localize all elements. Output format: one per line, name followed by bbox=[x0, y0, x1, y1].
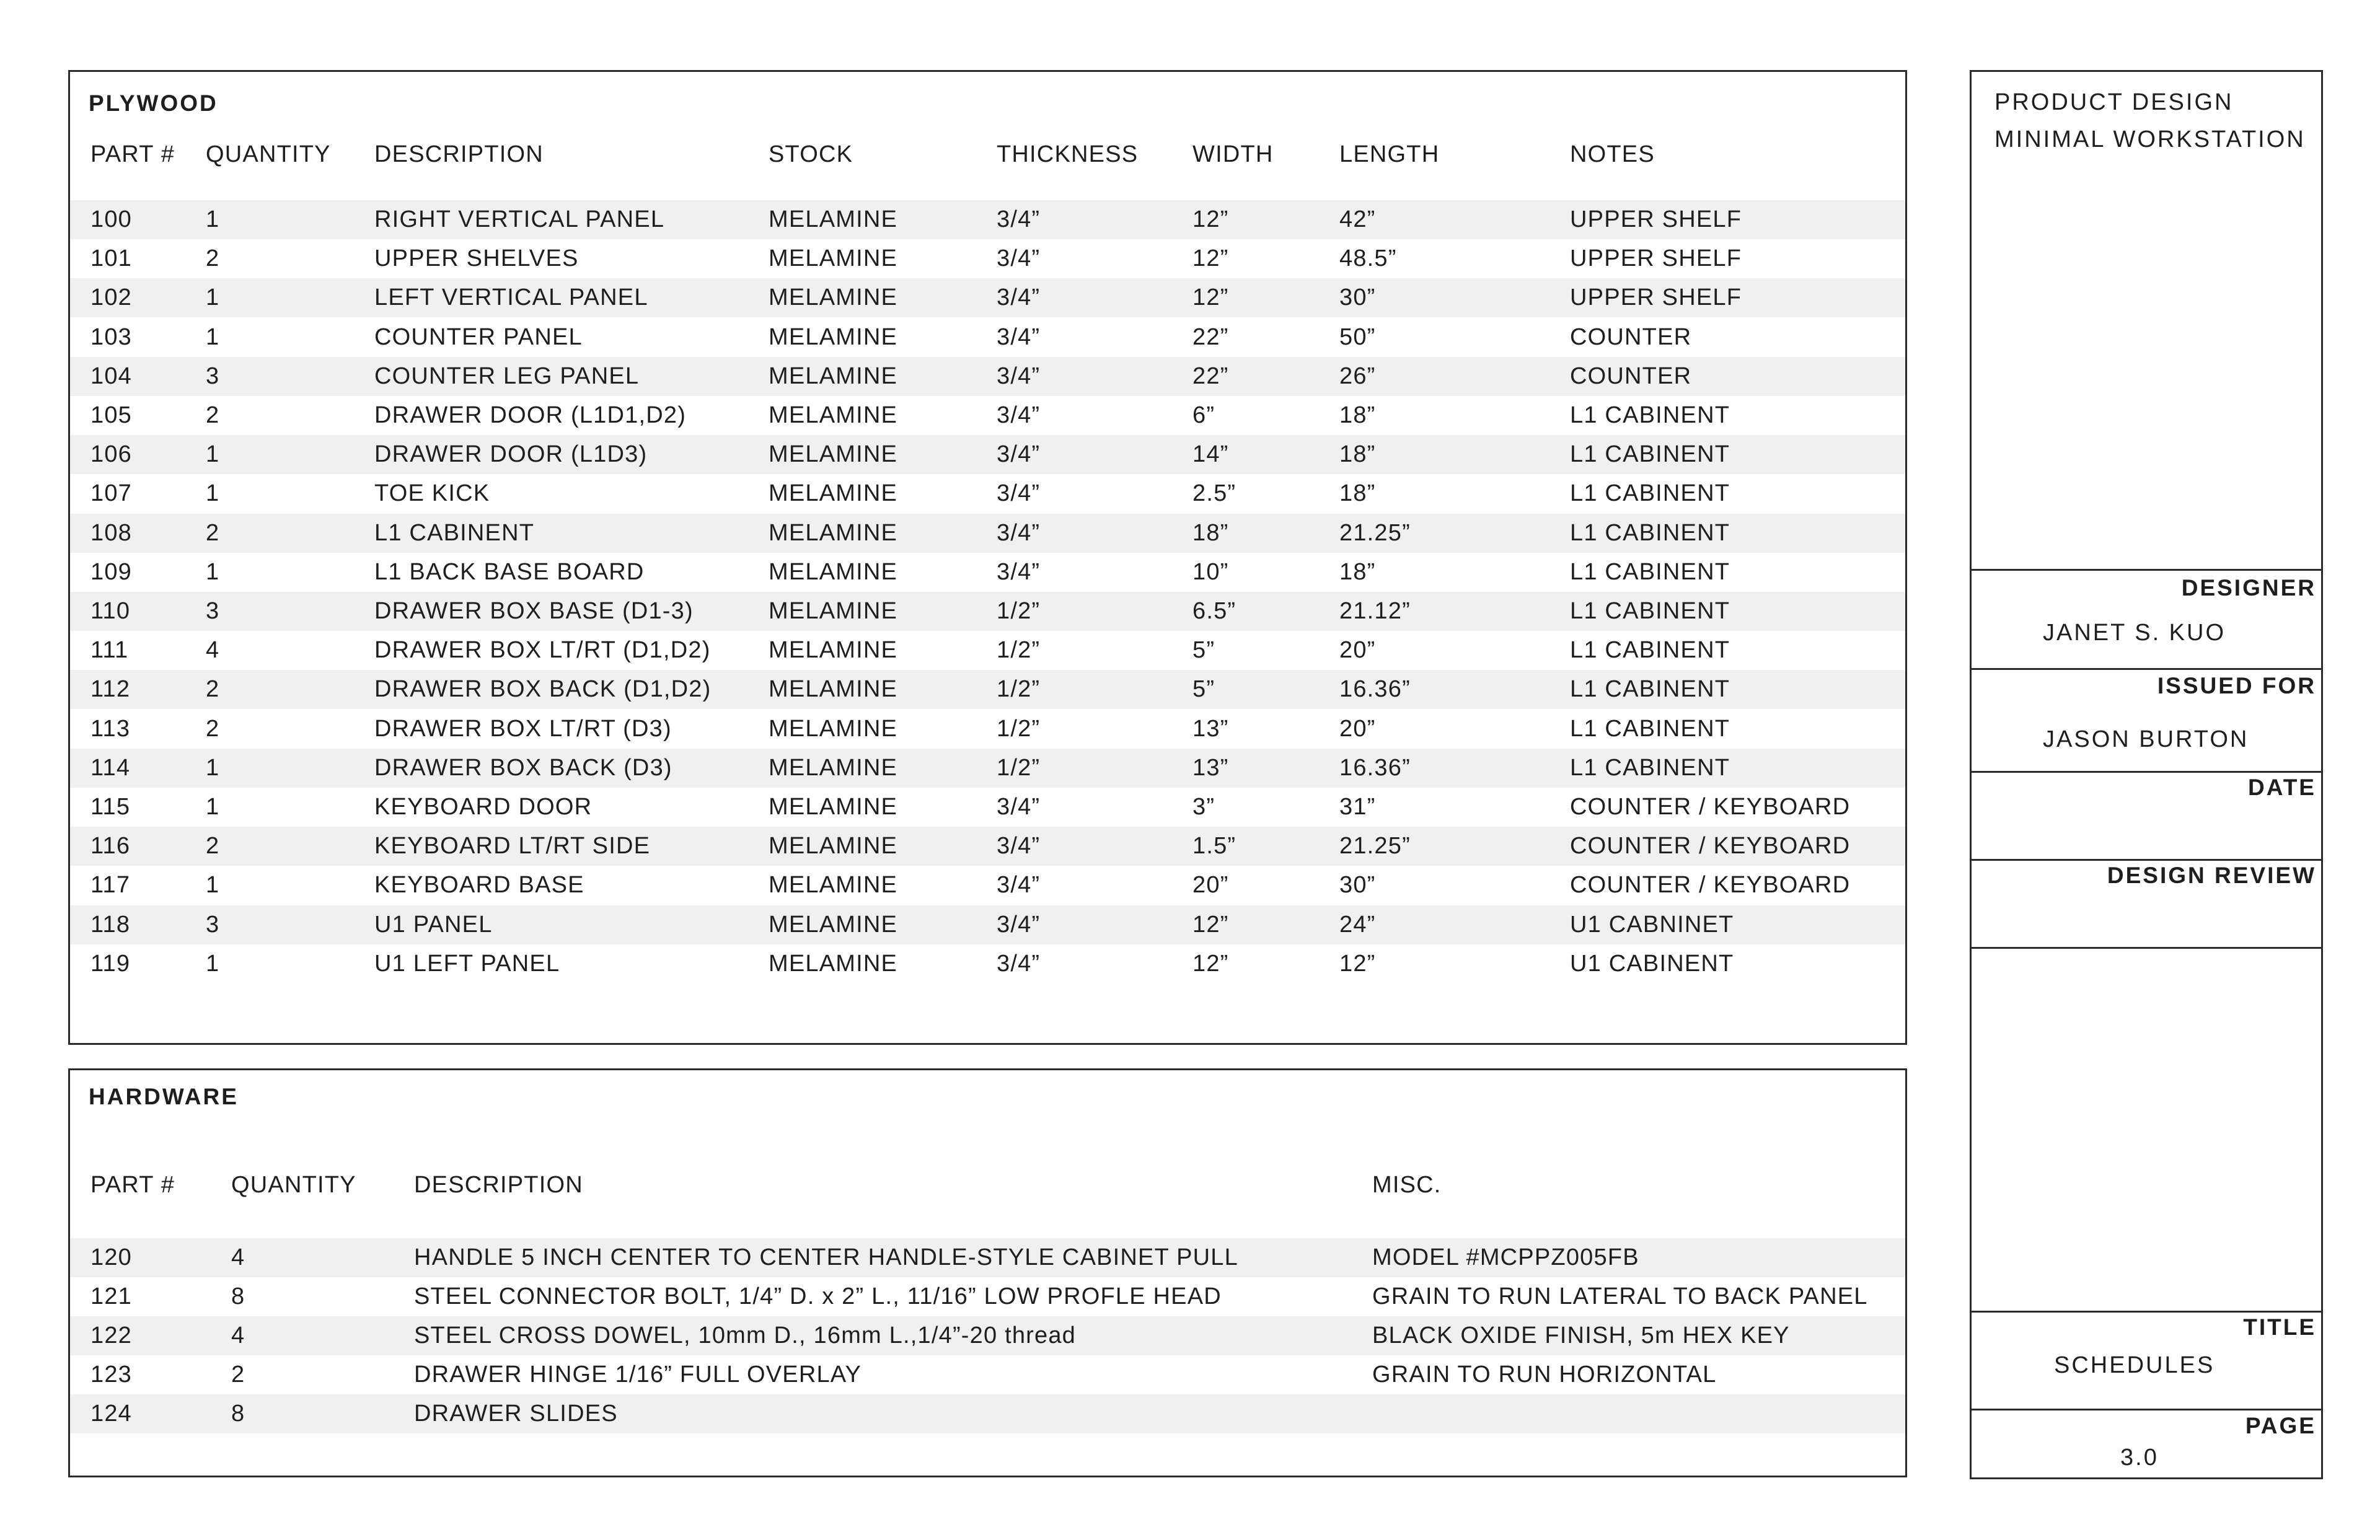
length-cell: 16.36” bbox=[1339, 676, 1411, 703]
plywood-title: PLYWOOD bbox=[89, 90, 218, 116]
col-header-notes: NOTES bbox=[1570, 141, 1655, 167]
stock-cell: MELAMINE bbox=[769, 206, 898, 232]
stock-cell: MELAMINE bbox=[769, 598, 898, 624]
thickness-cell: 1/2” bbox=[997, 637, 1041, 664]
length-cell: 18” bbox=[1339, 402, 1376, 428]
quantity-cell: 1 bbox=[206, 794, 220, 820]
part-number-cell: 107 bbox=[90, 480, 133, 507]
plywood-table-row bbox=[70, 553, 1905, 592]
width-cell: 13” bbox=[1192, 754, 1229, 781]
quantity-cell: 1 bbox=[206, 754, 220, 781]
thickness-cell: 3/4” bbox=[997, 558, 1041, 585]
part-number-cell: 118 bbox=[90, 911, 131, 938]
part-number-cell: 104 bbox=[90, 363, 133, 389]
description-cell: HANDLE 5 INCH CENTER TO CENTER HANDLE-STYLE CABINET PULL bbox=[414, 1244, 1238, 1270]
thickness-cell: 3/4” bbox=[997, 402, 1041, 428]
plywood-table-row bbox=[70, 592, 1905, 631]
notes-cell: U1 CABINENT bbox=[1570, 950, 1734, 977]
width-cell: 12” bbox=[1192, 284, 1229, 311]
length-cell: 20” bbox=[1339, 715, 1376, 742]
width-cell: 3” bbox=[1192, 794, 1215, 820]
notes-cell: COUNTER / KEYBOARD bbox=[1570, 833, 1851, 860]
stock-cell: MELAMINE bbox=[769, 911, 898, 938]
quantity-cell: 4 bbox=[231, 1244, 245, 1270]
part-number-cell: 100 bbox=[90, 206, 133, 232]
col-header-length: LENGTH bbox=[1339, 141, 1440, 167]
stock-cell: MELAMINE bbox=[769, 794, 898, 820]
notes-cell: COUNTER bbox=[1570, 323, 1692, 350]
part-number-cell: 102 bbox=[90, 284, 133, 311]
quantity-cell: 2 bbox=[206, 676, 220, 703]
notes-cell: COUNTER bbox=[1570, 363, 1692, 389]
project-name: MINIMAL WORKSTATION bbox=[1994, 126, 2306, 152]
thickness-cell: 1/2” bbox=[997, 598, 1041, 624]
description-cell: KEYBOARD DOOR bbox=[374, 794, 593, 820]
notes-cell: L1 CABINENT bbox=[1570, 598, 1730, 624]
description-cell: RIGHT VERTICAL PANEL bbox=[374, 206, 665, 232]
length-cell: 30” bbox=[1339, 872, 1376, 899]
misc-cell: GRAIN TO RUN LATERAL TO BACK PANEL bbox=[1372, 1283, 1868, 1309]
col-header-quantity: QUANTITY bbox=[206, 141, 331, 167]
title-label: TITLE bbox=[2243, 1314, 2316, 1340]
notes-cell: L1 CABINENT bbox=[1570, 754, 1730, 781]
description-cell: DRAWER DOOR (L1D1,D2) bbox=[374, 402, 687, 428]
description-cell: LEFT VERTICAL PANEL bbox=[374, 284, 648, 311]
length-cell: 21.12” bbox=[1339, 598, 1411, 624]
divider bbox=[1972, 1409, 2321, 1410]
thickness-cell: 1/2” bbox=[997, 676, 1041, 703]
notes-cell: UPPER SHELF bbox=[1570, 245, 1742, 272]
plywood-table-row bbox=[70, 827, 1905, 866]
stock-cell: MELAMINE bbox=[769, 676, 898, 703]
divider bbox=[1972, 1311, 2321, 1313]
description-cell: UPPER SHELVES bbox=[374, 245, 579, 272]
width-cell: 13” bbox=[1192, 715, 1229, 742]
part-number-cell: 108 bbox=[90, 519, 133, 546]
part-number-cell: 120 bbox=[90, 1244, 133, 1270]
quantity-cell: 4 bbox=[206, 637, 220, 664]
quantity-cell: 1 bbox=[206, 480, 220, 507]
quantity-cell: 2 bbox=[206, 715, 220, 742]
notes-cell: UPPER SHELF bbox=[1570, 206, 1742, 232]
part-number-cell: 112 bbox=[90, 676, 131, 703]
plywood-table-row bbox=[70, 435, 1905, 474]
quantity-cell: 1 bbox=[206, 323, 220, 350]
hardware-table-row bbox=[70, 1355, 1905, 1394]
part-number-cell: 115 bbox=[90, 794, 131, 820]
description-cell: L1 BACK BASE BOARD bbox=[374, 558, 645, 585]
stock-cell: MELAMINE bbox=[769, 637, 898, 664]
quantity-cell: 1 bbox=[206, 284, 220, 311]
notes-cell: L1 CABINENT bbox=[1570, 676, 1730, 703]
col-header-description: DESCRIPTION bbox=[414, 1172, 583, 1198]
misc-cell: GRAIN TO RUN HORIZONTAL bbox=[1372, 1362, 1717, 1388]
width-cell: 12” bbox=[1192, 206, 1229, 232]
width-cell: 1.5” bbox=[1192, 833, 1236, 860]
page-value: 3.0 bbox=[2120, 1445, 2159, 1471]
part-number-cell: 123 bbox=[90, 1362, 133, 1388]
part-number-cell: 119 bbox=[90, 950, 131, 977]
notes-cell: L1 CABINENT bbox=[1570, 441, 1730, 468]
part-number-cell: 109 bbox=[90, 558, 133, 585]
width-cell: 2.5” bbox=[1192, 480, 1236, 507]
quantity-cell: 2 bbox=[206, 245, 220, 272]
length-cell: 21.25” bbox=[1339, 519, 1411, 546]
width-cell: 22” bbox=[1192, 323, 1229, 350]
plywood-table-row bbox=[70, 749, 1905, 788]
quantity-cell: 1 bbox=[206, 206, 220, 232]
length-cell: 20” bbox=[1339, 637, 1376, 664]
description-cell: DRAWER DOOR (L1D3) bbox=[374, 441, 648, 468]
thickness-cell: 3/4” bbox=[997, 363, 1041, 389]
length-cell: 18” bbox=[1339, 558, 1376, 585]
plywood-table-row bbox=[70, 278, 1905, 317]
quantity-cell: 8 bbox=[231, 1283, 245, 1309]
length-cell: 18” bbox=[1339, 441, 1376, 468]
width-cell: 5” bbox=[1192, 637, 1215, 664]
notes-cell: L1 CABINENT bbox=[1570, 402, 1730, 428]
notes-cell: L1 CABINENT bbox=[1570, 480, 1730, 507]
length-cell: 42” bbox=[1339, 206, 1376, 232]
hardware-title: HARDWARE bbox=[89, 1084, 239, 1109]
plywood-schedule bbox=[68, 70, 1907, 1045]
hardware-header-row bbox=[70, 1172, 1905, 1209]
width-cell: 18” bbox=[1192, 519, 1229, 546]
thickness-cell: 3/4” bbox=[997, 950, 1041, 977]
title-value: SCHEDULES bbox=[2054, 1352, 2215, 1378]
thickness-cell: 3/4” bbox=[997, 794, 1041, 820]
stock-cell: MELAMINE bbox=[769, 441, 898, 468]
thickness-cell: 3/4” bbox=[997, 323, 1041, 350]
stock-cell: MELAMINE bbox=[769, 715, 898, 742]
length-cell: 18” bbox=[1339, 480, 1376, 507]
part-number-cell: 101 bbox=[90, 245, 133, 272]
description-cell: COUNTER LEG PANEL bbox=[374, 363, 640, 389]
length-cell: 31” bbox=[1339, 794, 1376, 820]
part-number-cell: 124 bbox=[90, 1401, 133, 1427]
divider bbox=[1972, 569, 2321, 571]
width-cell: 10” bbox=[1192, 558, 1229, 585]
width-cell: 12” bbox=[1192, 950, 1229, 977]
quantity-cell: 2 bbox=[206, 519, 220, 546]
thickness-cell: 3/4” bbox=[997, 872, 1041, 899]
col-header-width: WIDTH bbox=[1192, 141, 1274, 167]
hardware-schedule bbox=[68, 1068, 1907, 1477]
thickness-cell: 3/4” bbox=[997, 833, 1041, 860]
quantity-cell: 3 bbox=[206, 911, 220, 938]
designer-label: DESIGNER bbox=[2181, 575, 2316, 601]
quantity-cell: 8 bbox=[231, 1401, 245, 1427]
stock-cell: MELAMINE bbox=[769, 363, 898, 389]
divider bbox=[1972, 859, 2321, 861]
stock-cell: MELAMINE bbox=[769, 754, 898, 781]
thickness-cell: 3/4” bbox=[997, 911, 1041, 938]
col-header-description: DESCRIPTION bbox=[374, 141, 544, 167]
part-number-cell: 103 bbox=[90, 323, 133, 350]
notes-cell: COUNTER / KEYBOARD bbox=[1570, 794, 1851, 820]
col-header-part: PART # bbox=[90, 141, 175, 167]
length-cell: 21.25” bbox=[1339, 833, 1411, 860]
title-block bbox=[1970, 70, 2323, 1479]
plywood-table-row bbox=[70, 396, 1905, 435]
plywood-table-row bbox=[70, 866, 1905, 905]
thickness-cell: 3/4” bbox=[997, 519, 1041, 546]
stock-cell: MELAMINE bbox=[769, 245, 898, 272]
length-cell: 12” bbox=[1339, 950, 1376, 977]
stock-cell: MELAMINE bbox=[769, 402, 898, 428]
plywood-table-row bbox=[70, 239, 1905, 278]
thickness-cell: 3/4” bbox=[997, 245, 1041, 272]
description-cell: KEYBOARD LT/RT SIDE bbox=[374, 833, 651, 860]
col-header-stock: STOCK bbox=[769, 141, 853, 167]
plywood-table-row bbox=[70, 905, 1905, 944]
description-cell: STEEL CONNECTOR BOLT, 1/4” D. x 2” L., 11/16” LOW PROFLE HEAD bbox=[414, 1283, 1222, 1309]
part-number-cell: 117 bbox=[90, 872, 131, 899]
part-number-cell: 122 bbox=[90, 1322, 133, 1349]
quantity-cell: 4 bbox=[231, 1322, 245, 1349]
width-cell: 14” bbox=[1192, 441, 1229, 468]
notes-cell: COUNTER / KEYBOARD bbox=[1570, 872, 1851, 899]
length-cell: 16.36” bbox=[1339, 754, 1411, 781]
description-cell: U1 LEFT PANEL bbox=[374, 950, 560, 977]
plywood-table-row bbox=[70, 710, 1905, 749]
notes-cell: L1 CABINENT bbox=[1570, 715, 1730, 742]
width-cell: 22” bbox=[1192, 363, 1229, 389]
hardware-table-row bbox=[70, 1277, 1905, 1316]
quantity-cell: 3 bbox=[206, 363, 220, 389]
issued-for-label: ISSUED FOR bbox=[2157, 673, 2316, 698]
notes-cell: L1 CABINENT bbox=[1570, 519, 1730, 546]
description-cell: U1 PANEL bbox=[374, 911, 493, 938]
width-cell: 6” bbox=[1192, 402, 1215, 428]
hardware-table-row bbox=[70, 1238, 1905, 1277]
misc-cell: BLACK OXIDE FINISH, 5m HEX KEY bbox=[1372, 1322, 1790, 1349]
hardware-table-row bbox=[70, 1316, 1905, 1355]
description-cell: DRAWER BOX LT/RT (D3) bbox=[374, 715, 672, 742]
plywood-table-row bbox=[70, 670, 1905, 709]
quantity-cell: 1 bbox=[206, 558, 220, 585]
quantity-cell: 3 bbox=[206, 598, 220, 624]
issued-for-value: JASON BURTON bbox=[2043, 726, 2249, 752]
quantity-cell: 1 bbox=[206, 872, 220, 899]
length-cell: 24” bbox=[1339, 911, 1376, 938]
plywood-table-row bbox=[70, 631, 1905, 670]
quantity-cell: 2 bbox=[206, 833, 220, 860]
plywood-table-row bbox=[70, 357, 1905, 396]
stock-cell: MELAMINE bbox=[769, 950, 898, 977]
plywood-table-row bbox=[70, 514, 1905, 553]
description-cell: L1 CABINENT bbox=[374, 519, 535, 546]
col-header-quantity: QUANTITY bbox=[231, 1172, 356, 1198]
length-cell: 26” bbox=[1339, 363, 1376, 389]
divider bbox=[1972, 947, 2321, 949]
stock-cell: MELAMINE bbox=[769, 558, 898, 585]
part-number-cell: 113 bbox=[90, 715, 131, 742]
stock-cell: MELAMINE bbox=[769, 833, 898, 860]
description-cell: DRAWER BOX BACK (D3) bbox=[374, 754, 672, 781]
quantity-cell: 1 bbox=[206, 950, 220, 977]
divider bbox=[1972, 771, 2321, 773]
stock-cell: MELAMINE bbox=[769, 519, 898, 546]
col-header-thickness: THICKNESS bbox=[997, 141, 1139, 167]
part-number-cell: 111 bbox=[90, 637, 129, 664]
quantity-cell: 1 bbox=[206, 441, 220, 468]
description-cell: DRAWER BOX BASE (D1-3) bbox=[374, 598, 694, 624]
length-cell: 48.5” bbox=[1339, 245, 1397, 272]
part-number-cell: 116 bbox=[90, 833, 131, 860]
divider bbox=[1972, 668, 2321, 670]
description-cell: KEYBOARD BASE bbox=[374, 872, 584, 899]
stock-cell: MELAMINE bbox=[769, 480, 898, 507]
misc-cell: MODEL #MCPPZ005FB bbox=[1372, 1244, 1639, 1270]
col-header-misc: MISC. bbox=[1372, 1172, 1442, 1198]
design-review-label: DESIGN REVIEW bbox=[2107, 863, 2316, 888]
width-cell: 20” bbox=[1192, 872, 1229, 899]
stock-cell: MELAMINE bbox=[769, 284, 898, 311]
date-label: DATE bbox=[2248, 775, 2316, 800]
page-label: PAGE bbox=[2245, 1413, 2316, 1438]
plywood-table-row bbox=[70, 200, 1905, 239]
stock-cell: MELAMINE bbox=[769, 323, 898, 350]
description-cell: TOE KICK bbox=[374, 480, 490, 507]
part-number-cell: 110 bbox=[90, 598, 131, 624]
description-cell: DRAWER BOX LT/RT (D1,D2) bbox=[374, 637, 711, 664]
plywood-table-row bbox=[70, 474, 1905, 513]
thickness-cell: 1/2” bbox=[997, 754, 1041, 781]
thickness-cell: 3/4” bbox=[997, 206, 1041, 232]
quantity-cell: 2 bbox=[231, 1362, 245, 1388]
stock-cell: MELAMINE bbox=[769, 872, 898, 899]
thickness-cell: 1/2” bbox=[997, 715, 1041, 742]
length-cell: 50” bbox=[1339, 323, 1376, 350]
plywood-table-row bbox=[70, 944, 1905, 983]
part-number-cell: 105 bbox=[90, 402, 133, 428]
quantity-cell: 2 bbox=[206, 402, 220, 428]
part-number-cell: 114 bbox=[90, 754, 131, 781]
thickness-cell: 3/4” bbox=[997, 480, 1041, 507]
description-cell: STEEL CROSS DOWEL, 10mm D., 16mm L.,1/4”-20 thread bbox=[414, 1322, 1077, 1349]
width-cell: 12” bbox=[1192, 911, 1229, 938]
length-cell: 30” bbox=[1339, 284, 1376, 311]
col-header-part: PART # bbox=[90, 1172, 175, 1198]
thickness-cell: 3/4” bbox=[997, 441, 1041, 468]
description-cell: DRAWER BOX BACK (D1,D2) bbox=[374, 676, 712, 703]
notes-cell: UPPER SHELF bbox=[1570, 284, 1742, 311]
hardware-table-row bbox=[70, 1394, 1905, 1433]
part-number-cell: 121 bbox=[90, 1283, 133, 1309]
description-cell: COUNTER PANEL bbox=[374, 323, 583, 350]
project-type: PRODUCT DESIGN bbox=[1994, 89, 2234, 115]
plywood-table-row bbox=[70, 788, 1905, 827]
plywood-header-row bbox=[70, 141, 1905, 178]
part-number-cell: 106 bbox=[90, 441, 133, 468]
description-cell: DRAWER SLIDES bbox=[414, 1401, 618, 1427]
thickness-cell: 3/4” bbox=[997, 284, 1041, 311]
width-cell: 6.5” bbox=[1192, 598, 1236, 624]
notes-cell: U1 CABNINET bbox=[1570, 911, 1734, 938]
width-cell: 12” bbox=[1192, 245, 1229, 272]
description-cell: DRAWER HINGE 1/16” FULL OVERLAY bbox=[414, 1362, 862, 1388]
notes-cell: L1 CABINENT bbox=[1570, 637, 1730, 664]
width-cell: 5” bbox=[1192, 676, 1215, 703]
notes-cell: L1 CABINENT bbox=[1570, 558, 1730, 585]
designer-value: JANET S. KUO bbox=[2043, 620, 2226, 646]
plywood-table-row bbox=[70, 318, 1905, 357]
